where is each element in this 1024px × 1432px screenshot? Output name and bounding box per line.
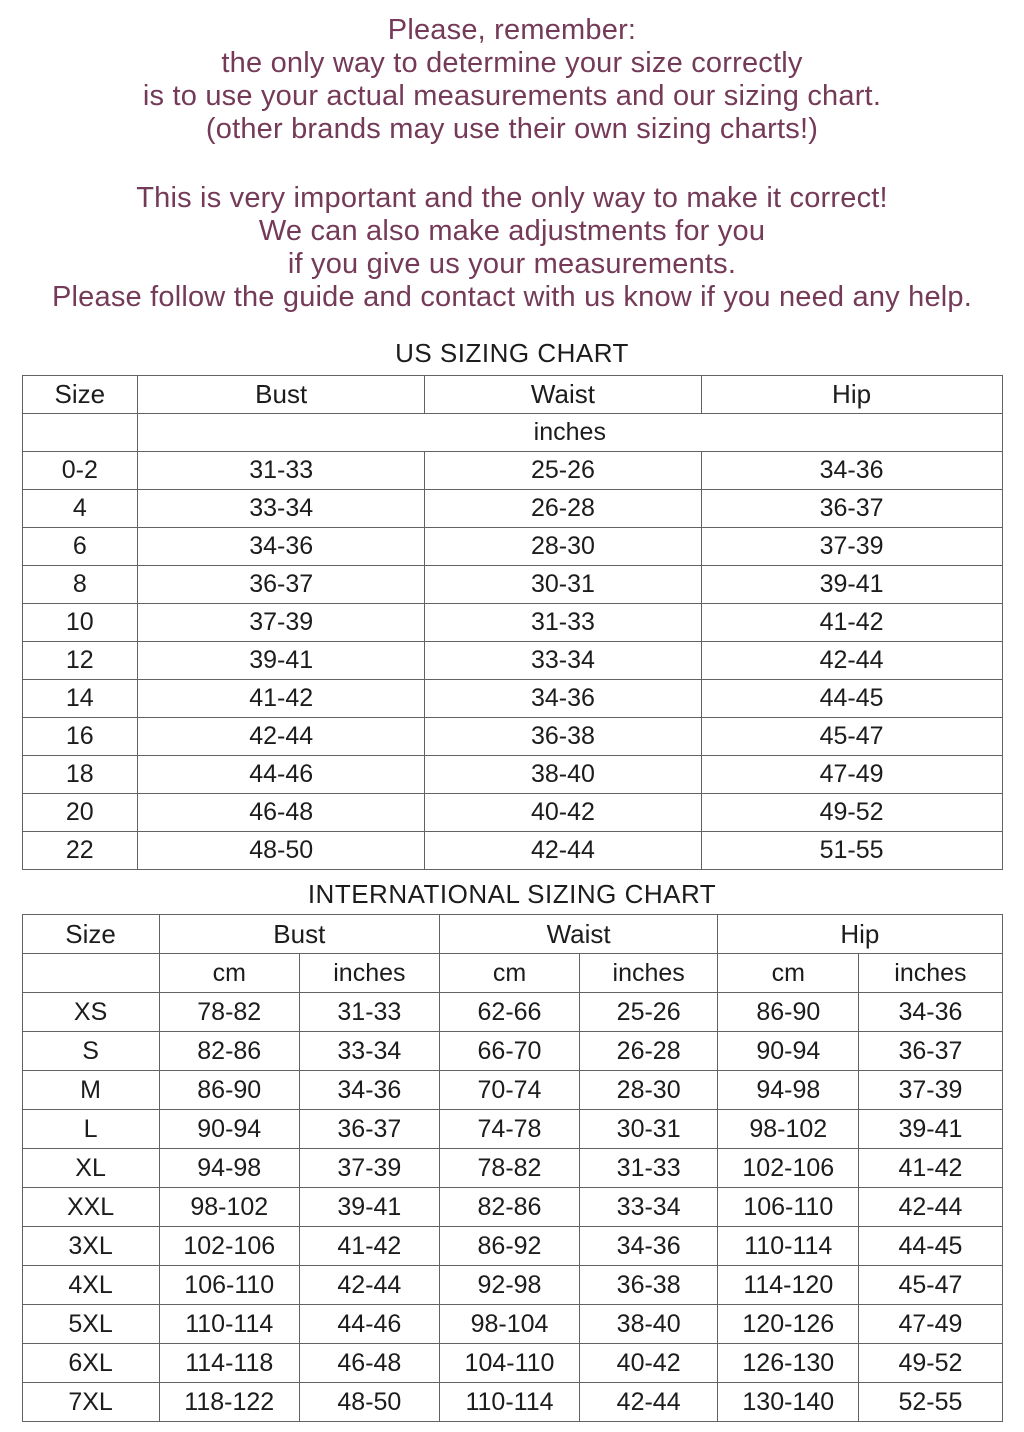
bust-in-cell: 37-39 — [299, 1149, 439, 1188]
us-sizing-table — [22, 375, 1003, 870]
us-unit-row — [22, 414, 1002, 452]
intro-line-6: We can also make adjustments for you — [258, 215, 766, 247]
hip-cell: 36-37 — [701, 490, 1002, 528]
waist-cm-cell: 92-98 — [439, 1266, 579, 1305]
waist-cell: 42-44 — [425, 832, 701, 870]
bust-in-cell: 46-48 — [299, 1344, 439, 1383]
intro-paragraph-gap — [0, 146, 1024, 182]
us-col-header-size: Size — [22, 376, 138, 414]
intro-line-3: is to use your actual measurements and our sizing chart. — [142, 80, 882, 112]
size-cell: 6XL — [22, 1344, 159, 1383]
bust-cm-cell: 102-106 — [159, 1227, 299, 1266]
intro-line-2: the only way to determine your size correctly — [221, 47, 803, 79]
hip-in-cell: 44-45 — [859, 1227, 1002, 1266]
hip-cm-cell: 86-90 — [718, 993, 859, 1032]
size-cell: 10 — [22, 604, 138, 642]
table-row — [22, 1110, 1002, 1149]
bust-cm-cell: 86-90 — [159, 1071, 299, 1110]
size-cell: 20 — [22, 794, 138, 832]
table-row — [22, 680, 1002, 718]
bust-cell: 33-34 — [138, 490, 425, 528]
size-cell: 5XL — [22, 1305, 159, 1344]
hip-cm-cell: 94-98 — [718, 1071, 859, 1110]
bust-cell: 34-36 — [138, 528, 425, 566]
hip-cm-cell: 106-110 — [718, 1188, 859, 1227]
bust-cm-cell: 110-114 — [159, 1305, 299, 1344]
table-row — [22, 993, 1002, 1032]
hip-in-cell: 36-37 — [859, 1032, 1002, 1071]
hip-in-cell: 47-49 — [859, 1305, 1002, 1344]
size-cell: 14 — [22, 680, 138, 718]
waist-cell: 36-38 — [425, 718, 701, 756]
table-row — [22, 642, 1002, 680]
waist-in-cell: 28-30 — [580, 1071, 718, 1110]
hip-cm-cell: 120-126 — [718, 1305, 859, 1344]
bust-in-cell: 48-50 — [299, 1383, 439, 1422]
hip-cm-cell: 90-94 — [718, 1032, 859, 1071]
table-row — [22, 566, 1002, 604]
intl-table-body — [22, 993, 1002, 1422]
table-row — [22, 794, 1002, 832]
waist-cell: 40-42 — [425, 794, 701, 832]
intl-col-header-waist: Waist — [439, 915, 717, 954]
table-row — [22, 1305, 1002, 1344]
hip-cm-cell: 114-120 — [718, 1266, 859, 1305]
waist-cm-cell: 110-114 — [439, 1383, 579, 1422]
intl-unit-waist-in: inches — [580, 954, 718, 993]
bust-in-cell: 36-37 — [299, 1110, 439, 1149]
intl-chart-title: INTERNATIONAL SIZING CHART — [307, 879, 717, 909]
table-row — [22, 490, 1002, 528]
waist-cm-cell: 66-70 — [439, 1032, 579, 1071]
hip-cell: 47-49 — [701, 756, 1002, 794]
size-cell: 4XL — [22, 1266, 159, 1305]
hip-cm-cell: 110-114 — [718, 1227, 859, 1266]
bust-cm-cell: 118-122 — [159, 1383, 299, 1422]
size-cell: 16 — [22, 718, 138, 756]
bust-in-cell: 44-46 — [299, 1305, 439, 1344]
bust-in-cell: 33-34 — [299, 1032, 439, 1071]
bust-in-cell: 41-42 — [299, 1227, 439, 1266]
waist-cm-cell: 82-86 — [439, 1188, 579, 1227]
waist-in-cell: 31-33 — [580, 1149, 718, 1188]
us-header-row — [22, 376, 1002, 414]
table-row — [22, 1032, 1002, 1071]
hip-in-cell: 42-44 — [859, 1188, 1002, 1227]
waist-cm-cell: 98-104 — [439, 1305, 579, 1344]
hip-cell: 51-55 — [701, 832, 1002, 870]
bust-in-cell: 39-41 — [299, 1188, 439, 1227]
hip-in-cell: 45-47 — [859, 1266, 1002, 1305]
intro-text-block — [0, 0, 1024, 314]
bust-cm-cell: 114-118 — [159, 1344, 299, 1383]
bust-cm-cell: 78-82 — [159, 993, 299, 1032]
intro-line-7: if you give us your measurements. — [287, 248, 737, 280]
intro-line-1: Please, remember: — [387, 14, 637, 46]
waist-cell: 28-30 — [425, 528, 701, 566]
waist-cell: 33-34 — [425, 642, 701, 680]
hip-in-cell: 52-55 — [859, 1383, 1002, 1422]
bust-cell: 44-46 — [138, 756, 425, 794]
waist-in-cell: 34-36 — [580, 1227, 718, 1266]
hip-cell: 41-42 — [701, 604, 1002, 642]
waist-in-cell: 33-34 — [580, 1188, 718, 1227]
intro-line-4: (other brands may use their own sizing charts!) — [205, 113, 819, 145]
table-row — [22, 1188, 1002, 1227]
bust-cell: 37-39 — [138, 604, 425, 642]
table-row — [22, 1383, 1002, 1422]
us-col-header-waist: Waist — [425, 376, 701, 414]
us-unit-label: inches — [138, 414, 1002, 452]
hip-in-cell: 49-52 — [859, 1344, 1002, 1383]
bust-in-cell: 42-44 — [299, 1266, 439, 1305]
waist-cell: 25-26 — [425, 452, 701, 490]
hip-cell: 37-39 — [701, 528, 1002, 566]
waist-cell: 38-40 — [425, 756, 701, 794]
waist-in-cell: 38-40 — [580, 1305, 718, 1344]
size-cell: 22 — [22, 832, 138, 870]
bust-cell: 41-42 — [138, 680, 425, 718]
hip-cell: 42-44 — [701, 642, 1002, 680]
bust-cell: 36-37 — [138, 566, 425, 604]
intl-sizing-table — [22, 914, 1003, 1422]
hip-in-cell: 41-42 — [859, 1149, 1002, 1188]
bust-in-cell: 34-36 — [299, 1071, 439, 1110]
hip-in-cell: 37-39 — [859, 1071, 1002, 1110]
intl-unit-waist-cm: cm — [439, 954, 579, 993]
us-unit-empty-cell — [22, 414, 138, 452]
bust-cell: 31-33 — [138, 452, 425, 490]
waist-cm-cell: 104-110 — [439, 1344, 579, 1383]
size-cell: 12 — [22, 642, 138, 680]
size-cell: XS — [22, 993, 159, 1032]
size-cell: 8 — [22, 566, 138, 604]
waist-cm-cell: 70-74 — [439, 1071, 579, 1110]
bust-cm-cell: 90-94 — [159, 1110, 299, 1149]
intl-unit-empty-cell — [22, 954, 159, 993]
table-row — [22, 528, 1002, 566]
size-cell: 7XL — [22, 1383, 159, 1422]
hip-cell: 39-41 — [701, 566, 1002, 604]
us-table-body — [22, 452, 1002, 870]
size-cell: 18 — [22, 756, 138, 794]
intl-col-header-size: Size — [22, 915, 159, 954]
waist-cm-cell: 86-92 — [439, 1227, 579, 1266]
waist-cell: 26-28 — [425, 490, 701, 528]
intro-line-8: Please follow the guide and contact with us know if you need any help. — [51, 281, 973, 313]
intl-unit-hip-in: inches — [859, 954, 1002, 993]
size-cell: S — [22, 1032, 159, 1071]
hip-cm-cell: 102-106 — [718, 1149, 859, 1188]
bust-cm-cell: 98-102 — [159, 1188, 299, 1227]
table-row — [22, 1149, 1002, 1188]
waist-in-cell: 36-38 — [580, 1266, 718, 1305]
us-col-header-bust: Bust — [138, 376, 425, 414]
table-row — [22, 756, 1002, 794]
hip-cm-cell: 130-140 — [718, 1383, 859, 1422]
intro-line-5: This is very important and the only way to make it correct! — [136, 182, 888, 214]
table-row — [22, 1227, 1002, 1266]
bust-cm-cell: 94-98 — [159, 1149, 299, 1188]
table-row — [22, 1344, 1002, 1383]
intl-unit-row — [22, 954, 1002, 993]
hip-cell: 45-47 — [701, 718, 1002, 756]
waist-cell: 34-36 — [425, 680, 701, 718]
size-cell: 3XL — [22, 1227, 159, 1266]
waist-cell: 31-33 — [425, 604, 701, 642]
hip-in-cell: 39-41 — [859, 1110, 1002, 1149]
waist-cm-cell: 74-78 — [439, 1110, 579, 1149]
size-cell: XXL — [22, 1188, 159, 1227]
intl-col-header-bust: Bust — [159, 915, 439, 954]
hip-cm-cell: 126-130 — [718, 1344, 859, 1383]
bust-in-cell: 31-33 — [299, 993, 439, 1032]
hip-in-cell: 34-36 — [859, 993, 1002, 1032]
table-row — [22, 1266, 1002, 1305]
bust-cm-cell: 106-110 — [159, 1266, 299, 1305]
intl-col-header-hip: Hip — [718, 915, 1002, 954]
size-cell: L — [22, 1110, 159, 1149]
bust-cm-cell: 82-86 — [159, 1032, 299, 1071]
table-row — [22, 604, 1002, 642]
waist-cell: 30-31 — [425, 566, 701, 604]
us-col-header-hip: Hip — [701, 376, 1002, 414]
table-row — [22, 718, 1002, 756]
intl-header-row — [22, 915, 1002, 954]
waist-in-cell: 25-26 — [580, 993, 718, 1032]
waist-in-cell: 40-42 — [580, 1344, 718, 1383]
waist-in-cell: 30-31 — [580, 1110, 718, 1149]
size-cell: 4 — [22, 490, 138, 528]
table-row — [22, 832, 1002, 870]
hip-cell: 49-52 — [701, 794, 1002, 832]
waist-in-cell: 42-44 — [580, 1383, 718, 1422]
intl-unit-hip-cm: cm — [718, 954, 859, 993]
size-cell: 6 — [22, 528, 138, 566]
bust-cell: 48-50 — [138, 832, 425, 870]
intl-unit-bust-cm: cm — [159, 954, 299, 993]
bust-cell: 46-48 — [138, 794, 425, 832]
bust-cell: 39-41 — [138, 642, 425, 680]
size-cell: M — [22, 1071, 159, 1110]
waist-in-cell: 26-28 — [580, 1032, 718, 1071]
hip-cell: 34-36 — [701, 452, 1002, 490]
bust-cell: 42-44 — [138, 718, 425, 756]
table-row — [22, 1071, 1002, 1110]
hip-cm-cell: 98-102 — [718, 1110, 859, 1149]
hip-cell: 44-45 — [701, 680, 1002, 718]
table-row — [22, 452, 1002, 490]
waist-cm-cell: 78-82 — [439, 1149, 579, 1188]
us-chart-title: US SIZING CHART — [395, 338, 629, 368]
size-cell: 0-2 — [22, 452, 138, 490]
waist-cm-cell: 62-66 — [439, 993, 579, 1032]
size-cell: XL — [22, 1149, 159, 1188]
intl-unit-bust-in: inches — [299, 954, 439, 993]
